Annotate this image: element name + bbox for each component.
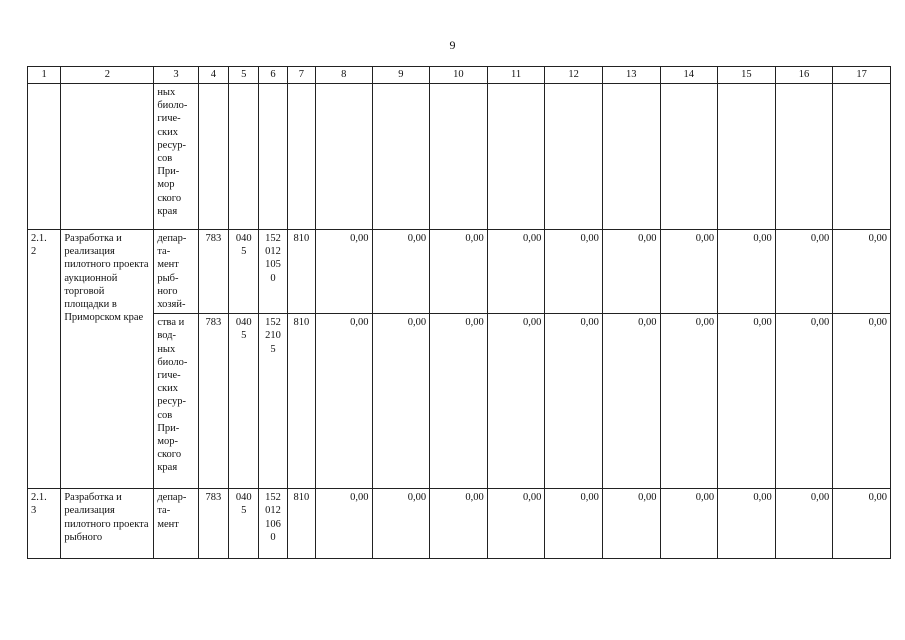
value-cell: 0,00 (545, 314, 603, 489)
value-cell: 0,00 (545, 230, 603, 314)
header-cell: 15 (718, 67, 776, 84)
header-cell: 6 (259, 67, 287, 84)
table-cell: 810 (287, 314, 315, 489)
value-cell: 0,00 (430, 230, 488, 314)
table-cell (833, 84, 891, 230)
value-cell: 0,00 (602, 314, 660, 489)
value-cell: 0,00 (487, 489, 545, 559)
table-cell (545, 84, 603, 230)
row-number-cell: 2.1. 2 (28, 230, 61, 489)
table-row-2-1-2b (28, 314, 891, 489)
table-cell: депар- та- мент рыб- ного хозяй- (154, 230, 198, 314)
table-cell (430, 84, 488, 230)
value-cell: 0,00 (833, 230, 891, 314)
value-cell: 0,00 (660, 230, 718, 314)
header-cell: 10 (430, 67, 488, 84)
table-cell: 152 012 105 0 (259, 230, 287, 314)
table-cell (287, 84, 315, 230)
value-cell: 0,00 (775, 230, 833, 314)
table-cell: 040 5 (229, 314, 259, 489)
value-cell: 0,00 (602, 489, 660, 559)
row-name-cell: Разработка и реализация пилотного проекта аукционной торговой площадки в Приморском крае (61, 230, 154, 489)
value-cell: 0,00 (718, 489, 776, 559)
value-cell: 0,00 (545, 489, 603, 559)
row-name-cell: Разработка и реализация пилотного проекта рыбного (61, 489, 154, 559)
header-cell: 9 (372, 67, 430, 84)
row-number-cell: 2.1. 3 (28, 489, 61, 559)
table-cell: 040 5 (229, 489, 259, 559)
table-cell (775, 84, 833, 230)
table-row-continuation (28, 84, 891, 230)
value-cell: 0,00 (775, 489, 833, 559)
table-cell (198, 84, 228, 230)
table-cell: 152 012 106 0 (259, 489, 287, 559)
value-cell: 0,00 (430, 314, 488, 489)
value-cell: 0,00 (487, 230, 545, 314)
page-number: 9 (449, 38, 456, 52)
value-cell: 0,00 (487, 314, 545, 489)
table-row-2-1-3 (28, 489, 891, 559)
table-cell (718, 84, 776, 230)
table-cell (28, 84, 61, 230)
value-cell: 0,00 (718, 230, 776, 314)
table-cell (372, 84, 430, 230)
header-cell: 7 (287, 67, 315, 84)
budget-table (27, 66, 891, 559)
table-cell: 810 (287, 489, 315, 559)
header-row (28, 67, 891, 84)
header-cell: 11 (487, 67, 545, 84)
value-cell: 0,00 (833, 314, 891, 489)
table-cell (229, 84, 259, 230)
table-row-2-1-2a (28, 230, 891, 314)
value-cell: 0,00 (602, 230, 660, 314)
table-cell (259, 84, 287, 230)
table-cell (315, 84, 372, 230)
table-cell: 040 5 (229, 230, 259, 314)
value-cell: 0,00 (718, 314, 776, 489)
table-cell: 783 (198, 314, 228, 489)
value-cell: 0,00 (430, 489, 488, 559)
value-cell: 0,00 (833, 489, 891, 559)
value-cell: 0,00 (315, 314, 372, 489)
table-cell: 783 (198, 230, 228, 314)
value-cell: 0,00 (372, 230, 430, 314)
table-cell (660, 84, 718, 230)
value-cell: 0,00 (775, 314, 833, 489)
value-cell: 0,00 (660, 314, 718, 489)
value-cell: 0,00 (660, 489, 718, 559)
header-cell: 1 (28, 67, 61, 84)
header-cell: 4 (198, 67, 228, 84)
table-cell: 783 (198, 489, 228, 559)
header-cell: 17 (833, 67, 891, 84)
header-cell: 12 (545, 67, 603, 84)
value-cell: 0,00 (372, 314, 430, 489)
table-cell (602, 84, 660, 230)
value-cell: 0,00 (315, 230, 372, 314)
value-cell: 0,00 (372, 489, 430, 559)
table-cell: 810 (287, 230, 315, 314)
header-cell: 14 (660, 67, 718, 84)
table-cell: ных биоло- гиче- ских ресур- сов При- мор ского края (154, 84, 198, 230)
header-cell: 5 (229, 67, 259, 84)
table-cell: 152 210 5 (259, 314, 287, 489)
table-cell (61, 84, 154, 230)
header-cell: 2 (61, 67, 154, 84)
header-cell: 3 (154, 67, 198, 84)
table-cell (487, 84, 545, 230)
table-cell: депар- та- мент (154, 489, 198, 559)
header-cell: 8 (315, 67, 372, 84)
table-cell: ства и вод- ных биоло- гиче- ских ресур- сов При- мор- ского края (154, 314, 198, 489)
value-cell: 0,00 (315, 489, 372, 559)
header-cell: 13 (602, 67, 660, 84)
header-cell: 16 (775, 67, 833, 84)
